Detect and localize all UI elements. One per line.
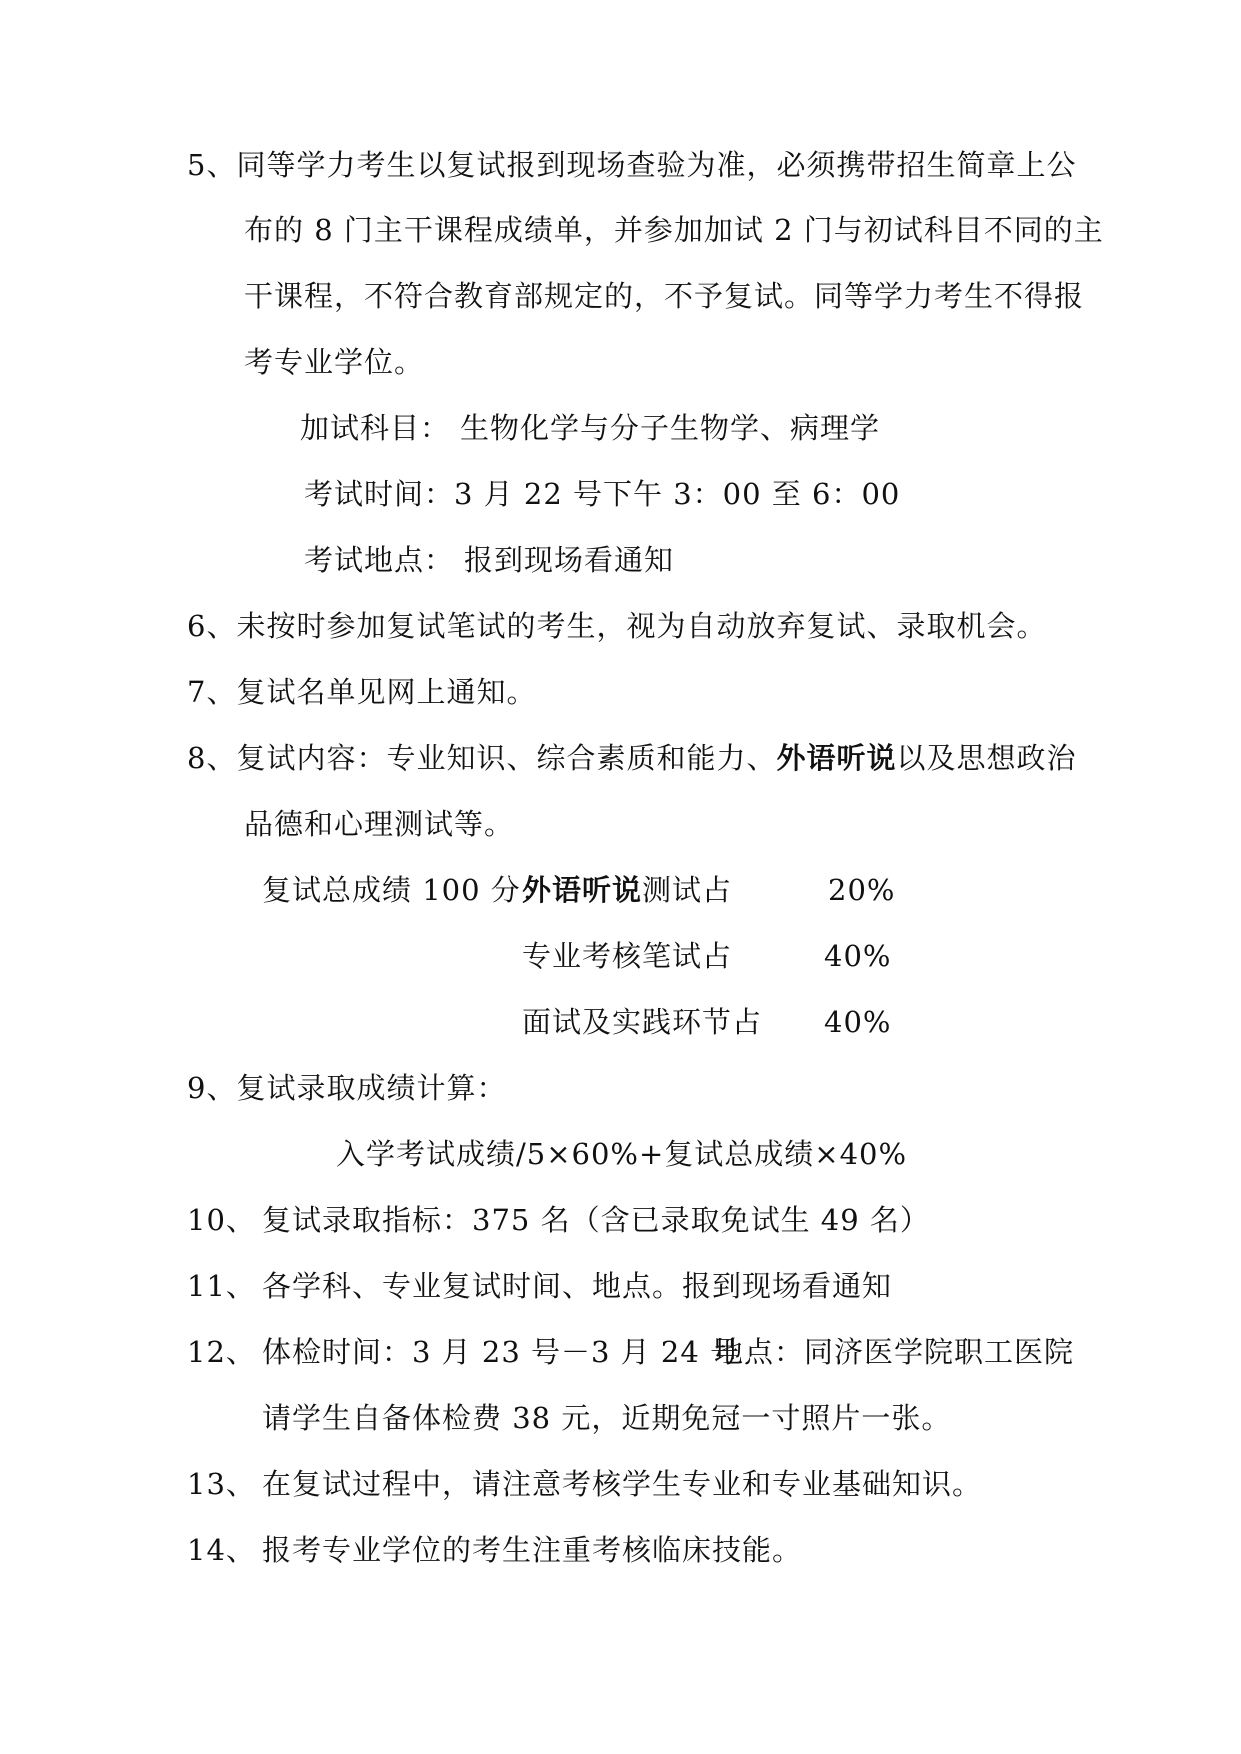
item-10-number: 10、 xyxy=(187,1203,256,1237)
score-row-1-text: 测试占 xyxy=(642,873,733,907)
item-7-text: 复试名单见网上通知。 xyxy=(236,675,537,709)
item-14-text: 报考专业学位的考生注重考核临床技能。 xyxy=(262,1533,803,1567)
item-number: 6、 xyxy=(187,609,237,643)
item-14-number: 14、 xyxy=(187,1533,256,1567)
item-number: 9、 xyxy=(187,1071,237,1105)
score-row-1-pct: 20% xyxy=(828,873,896,907)
item-5-line-1 xyxy=(187,145,1076,185)
item-number: 7、 xyxy=(187,675,237,709)
item-12-line-2: 请学生自备体检费 38 元，近期免冠一寸照片一张。 xyxy=(262,1401,952,1435)
formula: 入学考试成绩/5×60%+复试总成绩×40% xyxy=(336,1137,908,1171)
item-5-line-2: 布的 8 门主干课程成绩单，并参加加试 2 门与初试科目不同的主 xyxy=(244,213,1104,247)
score-row-3-pct: 40% xyxy=(824,1005,892,1039)
item-6 xyxy=(187,606,1046,646)
exam-time: 考试时间：3 月 22 号下午 3：00 至 6：00 xyxy=(304,477,901,511)
extra-subject-value: 生物化学与分子生物学、病理学 xyxy=(460,411,881,445)
item-8-text-a: 复试内容：专业知识、综合素质和能力、 xyxy=(236,741,777,775)
exam-place-value: 报到现场看通知 xyxy=(464,543,675,577)
score-row-3-label: 面试及实践环节占 xyxy=(522,1005,763,1039)
item-5-line-3: 干课程，不符合教育部规定的，不予复试。同等学力考生不得报 xyxy=(244,279,1085,313)
item-9 xyxy=(187,1068,506,1108)
extra-subject-label: 加试科目： xyxy=(300,411,451,445)
exam-place-label: 考试地点： xyxy=(304,543,455,577)
item-number: 5、 xyxy=(187,148,237,182)
item-6-text: 未按时参加复试笔试的考生，视为自动放弃复试、录取机会。 xyxy=(236,609,1047,643)
score-label: 复试总成绩 100 分： xyxy=(262,873,551,907)
item-12-place: 地点：同济医学院职工医院 xyxy=(714,1335,1075,1369)
score-row-1-bold: 外语听说 xyxy=(522,873,643,907)
item-5-line-4: 考专业学位。 xyxy=(244,345,425,379)
item-11-text: 各学科、专业复试时间、地点。报到现场看通知 xyxy=(262,1269,893,1303)
item-10-text: 复试录取指标：375 名（含已录取免试生 49 名） xyxy=(262,1203,930,1237)
item-9-text: 复试录取成绩计算： xyxy=(236,1071,507,1105)
item-12-number: 12、 xyxy=(187,1335,256,1369)
item-8-text-b: 以及思想政治 xyxy=(896,741,1077,775)
item-13-text: 在复试过程中，请注意考核学生专业和专业基础知识。 xyxy=(262,1467,983,1501)
score-row-2-pct: 40% xyxy=(824,939,892,973)
item-8-bold: 外语听说 xyxy=(776,741,897,775)
item-number: 8、 xyxy=(187,741,237,775)
item-8-line-2: 品德和心理测试等。 xyxy=(244,807,515,841)
item-12-text: 体检时间：3 月 23 号－3 月 24 号 xyxy=(262,1335,741,1369)
score-row-2-label: 专业考核笔试占 xyxy=(522,939,733,973)
item-5-text-1: 同等学力考生以复试报到现场查验为准，必须携带招生简章上公 xyxy=(236,148,1077,182)
item-11-number: 11、 xyxy=(187,1269,256,1303)
item-13-number: 13、 xyxy=(187,1467,256,1501)
item-7 xyxy=(187,672,536,712)
score-row-1-label xyxy=(522,870,732,910)
item-8-line-1 xyxy=(187,738,1077,778)
